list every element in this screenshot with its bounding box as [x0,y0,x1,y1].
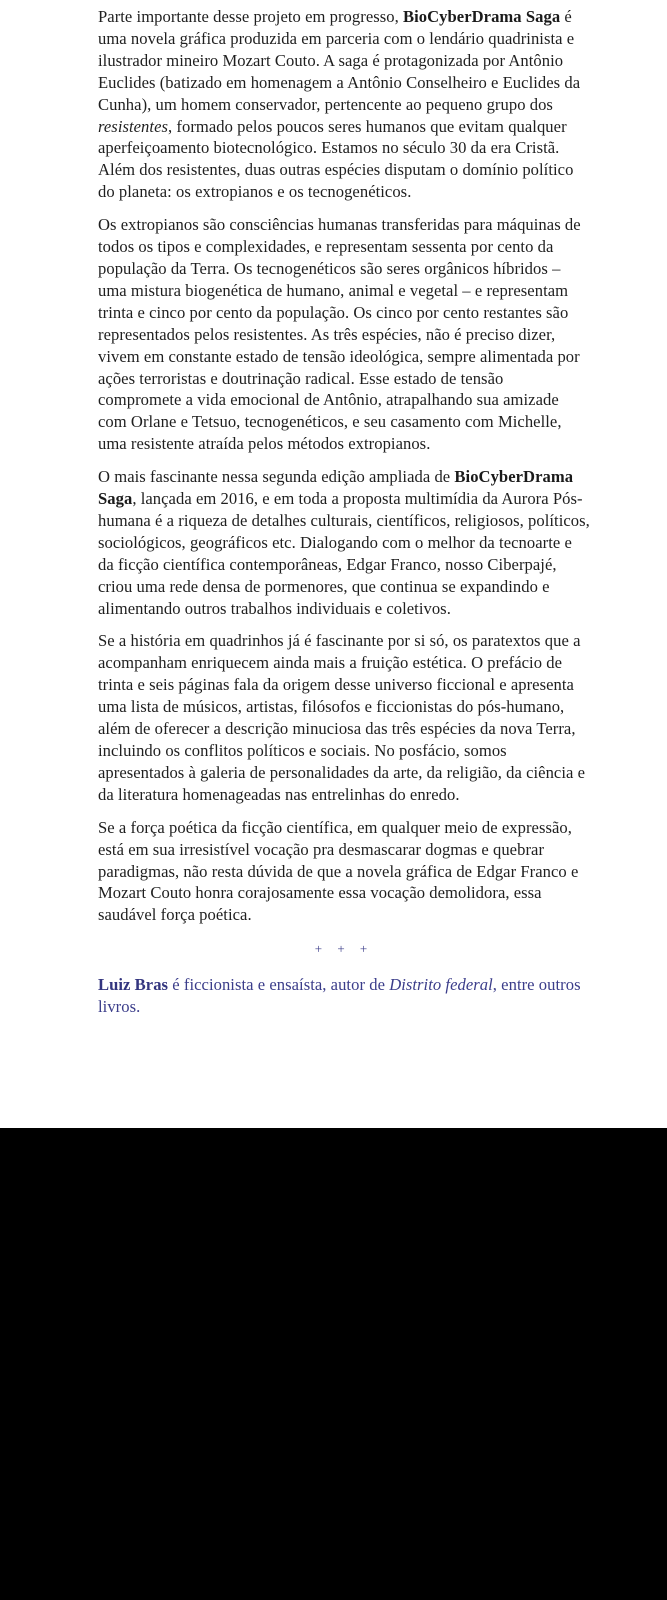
author-bio-text-a: é ficcionista e ensaísta, autor de [168,975,390,995]
paragraph-2: Os extropianos são consciências humanas transferidas para máquinas de todos os tipos e complexidades, e representam sessenta por cento da população da Terra. Os tecnogenéticos são seres orgânicos híbridos – uma mistura biogenética de humano, animal e vegetal – e representam trinta e cinco por cento da população. Os cinco por cento restantes são representados pelos resistentes. As três espécies, não é preciso dizer, vivem em constante estado de tensão ideológica, sempre alimentada por ações terroristas e doutrinação radical. Esse estado de tensão compromete a vida emocional de Antônio, atrapalhando sua amizade com Orlane e Tetsuo, tecnogenéticos, e seu casamento com Michelle, uma resistente atraída pelos métodos extropianos. [98,215,581,454]
author-name: Luiz Bras [98,975,169,995]
p1-text-c: , formado pelos poucos seres humanos que evitam qualquer aperfeiçoamento biotecnológico. Estamos no século 30 da era Cristã. Além dos resistentes, duas outras espécies disputam o domínio político do planeta: os extropianos e os tecnogenéticos. [98,116,574,202]
p1-text-b: é uma novela gráfica produzida em parceria com o lendário quadrinista e ilustrador mineiro Mozart Couto. A saga é protagonizada por Antônio Euclides (batizado em homenagem a Antônio Conselheiro e Euclides da Cunha), um homem conservador, pertencente ao pequeno grupo dos [98,7,581,114]
paragraph-5: Se a força poética da ficção científica, em qualquer meio de expressão, está em sua irresistível vocação pra desmascarar dogmas e quebrar paradigmas, não resta dúvida de que a novela gráfica de Edgar Franco e Mozart Couto honra corajosamente essa vocação demolidora, essa saudável força poética. [98,817,579,925]
article-body [98,6,590,1029]
paragraph-4: Se a história em quadrinhos já é fascinante por si só, os paratextos que a acompanham enriquecem ainda mais a fruição estética. O prefácio de trinta e seis páginas fala da origem desse universo ficcional e apresenta uma lista de músicos, artistas, filósofos e ficcionistas do pós-humano, além de oferecer a descrição minuciosa das três espécies da nova Terra, incluindo os conflitos políticos e sociais. No posfácio, somos apresentados à galeria de personalidades da arte, da religião, da ciência e da literatura homenageadas nas entrelinhas do enredo. [98,631,586,804]
paragraph-3 [98,466,590,619]
p3-text-a: O mais fascinante nessa segunda edição ampliada de [98,467,455,487]
paragraph-1 [98,6,590,203]
p1-text-a: Parte importante desse projeto em progresso, [98,7,404,26]
p1-term-italic: resistentes [98,116,168,136]
blank-black-area [0,1128,667,1600]
author-bio [98,974,590,1018]
p1-title-bold: BioCyberDrama Saga [403,7,561,26]
p3-text-b: , lançada em 2016, e em toda a proposta multimídia da Aurora Pós-humana é a riqueza de detalhes culturais, científicos, religiosos, políticos, sociológicos, geográficos etc. Dialogando com o melhor da tecnoarte e da ficção científica contemporâneas, Edgar Franco, nosso Ciberpajé, criou uma rede densa de pormenores, que continua se expandindo e alimentando outros trabalhos individuais e coletivos. [98,489,590,618]
author-book-title: Distrito federal [389,975,493,995]
p3-title-bold: BioCyberDrama Saga [98,467,574,509]
author-bio-text-b: , entre outros livros. [98,975,581,1017]
section-separator: + + + [314,941,374,957]
